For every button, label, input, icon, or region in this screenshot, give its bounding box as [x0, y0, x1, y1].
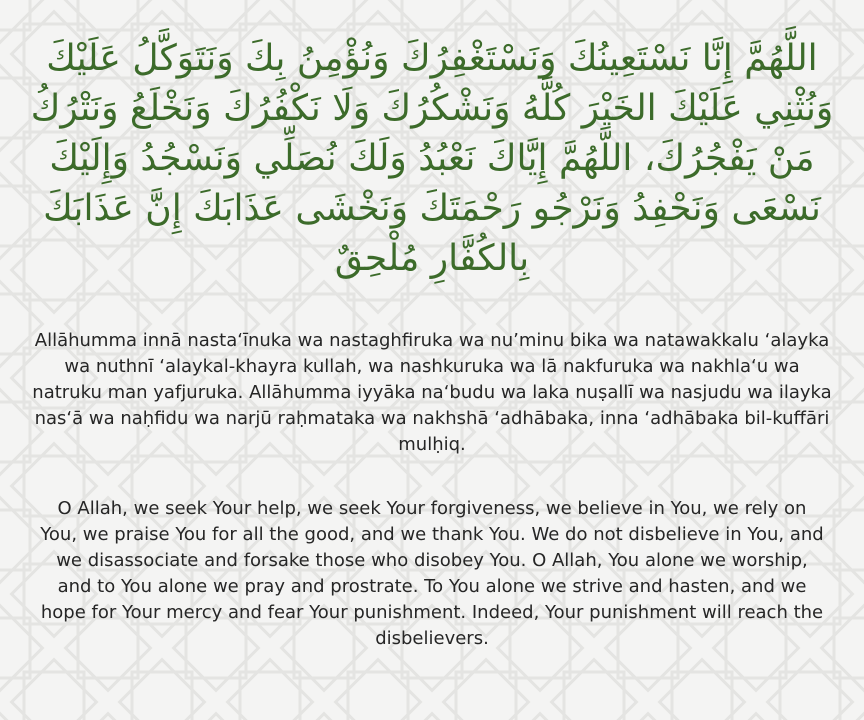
arabic-dua-text: اللَّهُمَّ إِنَّا نَسْتَعِينُكَ وَنَسْتَغْفِرُكَ وَنُؤْمِنُ بِكَ وَنَتَوَكَّلُ عَلَيْكَ وَنُثْنِي عَلَيْكَ الخَيْرَ كُلَّهُ وَنَشْكُرُكَ وَلَا نَكْفُرُكَ وَنَخْلَعُ وَنَتْرُكُ مَنْ يَفْجُرُكَ، اللَّهُمَّ إِيَّاكَ نَعْبُدُ وَلَكَ نُصَلِّي وَنَسْجُدُ وَإِلَيْكَ نَسْعَى وَنَحْفِدُ وَنَرْجُو رَحْمَتَكَ وَنَخْشَى عَذَابَكَ إِنَّ عَذَابَكَ بِالكُفَّارِ مُلْحِقٌ [30, 38, 834, 279]
english-translation-text: O Allah, we seek Your help, we seek Your forgiveness, we believe in You, we rely on You, we praise You for all the good, and we thank You. We do not disbelieve in You, and we disassociate and forsake those who disobey You. O Allah, You alone we worship, and to You alone we pray and prostrate. To You alone we strive and hasten, and we hope for Your mercy and fear Your punishment. Indeed, Your punishment will reach the disbelievers. [40, 498, 824, 649]
transliteration-text: Allāhumma innā nasta‘īnuka wa nastaghfiruka wa nu’minu bika wa natawakkalu ‘alayka wa nuthnī ‘alaykal-khayra kullah, wa nashkuruka wa lā nakfuruka wa nakhla‘u wa natruku man yafjuruka. Allāhumma iyyāka na‘budu wa laka nuṣallī wa nasjudu wa ilayka nas‘ā wa naḥfidu wa narjū raḥmataka wa nakhshā ‘adhābaka, inna ‘adhābaka bil-kuffāri mulḥiq. [32, 330, 832, 455]
